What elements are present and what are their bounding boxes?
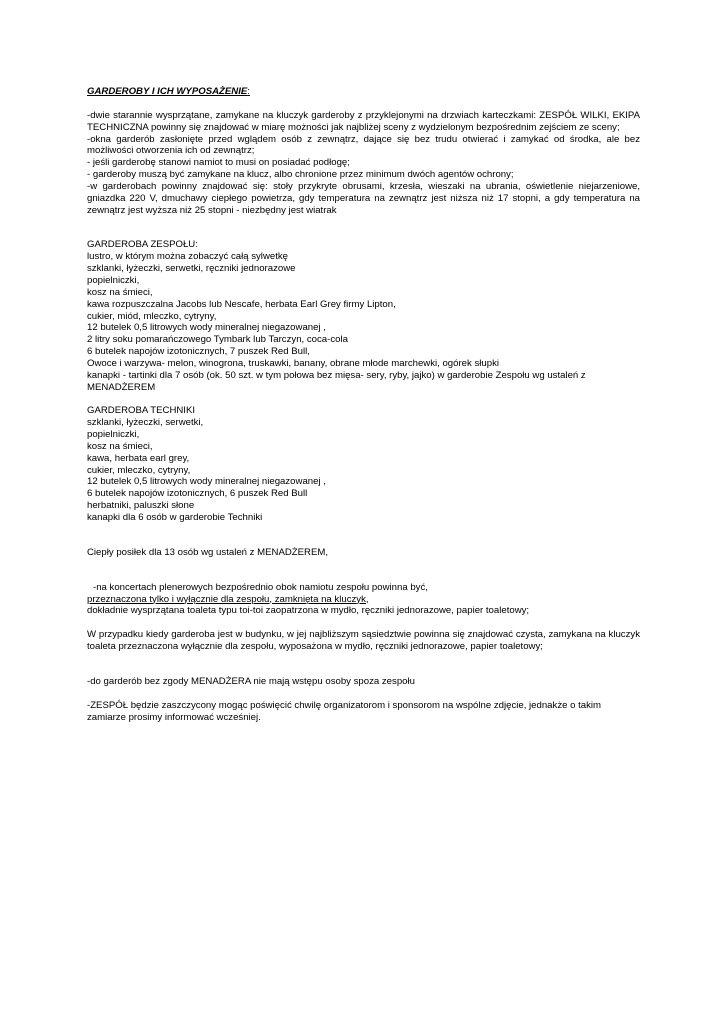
tech-item: kosz na śmieci, [87, 440, 153, 452]
tech-item: szklanki, łyżeczki, serwetki, [87, 417, 204, 429]
intro-paragraph-5: -w garderobach powinny znajdować się: stoły przykryte obrusami, krzesła, wieszaki na ubrania, oświetlenie niejarzeniowe, gniazdka 220 V, dmuchawy ciepłego powietrza, gdy temperatura na zewnątrz jest niższa niż 17 stopni, a gdy temperatura na zewnątrz jest wyższa niż 25 stopni - niezbędny jest wiatrak [87, 180, 640, 216]
toilet-outdoor-line-2: przeznaczona tylko i wyłącznie dla zespołu, zamknięta na kluczyk, [87, 593, 369, 605]
tech-dressing-room-heading: GARDEROBA TECHNIKI [87, 405, 196, 417]
photo-note: -ZESPÓŁ będzie zaszczycony mogąc poświęcić chwilę organizatorom i sponsorom na wspólne zdjęcie, jednakże o takim zamiarze prosimy informować wcześniej. [87, 699, 602, 723]
band-item: 6 butelek napojów izotonicznych, 7 puszek Red Bull, [87, 346, 310, 358]
band-item: Owoce i warzywa- melon, winogrona, truskawki, banany, obrane młode marchewki, ogórek słupki [87, 357, 500, 369]
tech-item: herbatniki, paluszki słone [87, 500, 195, 512]
band-item: kanapki - tartinki dla 7 osób (ok. 50 szt. w tym połowa bez mięsa- sery, ryby, jajko) w garderobie Zespołu wg ustaleń z MENADŻEREM [87, 369, 586, 393]
intro-paragraph-1: -dwie starannie wysprzątane, zamykane na kluczyk garderoby z przyklejonymi na drzwiach karteczkami: ZESPÓŁ WILKI, EKIPA TECHNICZNA powinny się znajdować w miarę możności jak najbliżej sceny z wydzielonym bezpośrednim zejściem ze sceny; [87, 109, 640, 133]
toilet-outdoor-line-1: -na koncertach plenerowych bezpośrednio obok namiotu zespołu powinna być, [93, 581, 428, 593]
band-item: lustro, w którym można zobaczyć całą sylwetkę [87, 251, 289, 263]
title-text: GARDEROBY I ICH WYPOSAŻENIE [87, 86, 248, 97]
title-colon: : [247, 86, 250, 97]
band-item: kosz na śmieci, [87, 286, 153, 298]
toilet-building-paragraph: W przypadku kiedy garderoba jest w budynku, w jej najbliższym sąsiedztwie powinna się znajdować czysta, zamykana na kluczyk toaleta przeznaczona wyłącznie dla zespołu, wyposażona w mydło, ręczniki jednorazowe, papier toaletowy; [87, 629, 640, 653]
band-item: popielniczki, [87, 274, 140, 286]
band-dressing-room-heading: GARDEROBA ZESPOŁU: [87, 239, 198, 251]
band-item: cukier, miód, mleczko, cytryny, [87, 310, 217, 322]
band-item: 12 butelek 0,5 litrowych wody mineralnej niegazowanej , [87, 322, 326, 334]
tech-item: cukier, mleczko, cytryny, [87, 464, 191, 476]
tech-item: kawa, herbata earl grey, [87, 452, 190, 464]
tech-item: popielniczki, [87, 429, 140, 441]
section-title [87, 86, 640, 98]
intro-paragraph-2: -okna garderób zasłonięte przed wglądem osób z zewnątrz, dające się bez trudu otwierać i zamykać od środka, ale bez możliwości otworzenia ich od zewnątrz; [87, 133, 640, 157]
document-page [87, 86, 640, 723]
band-item: szklanki, łyżeczki, serwetki, ręczniki jednorazowe [87, 263, 296, 275]
band-item: 2 litry soku pomarańczowego Tymbark lub Tarczyn, coca-cola [87, 334, 348, 346]
intro-paragraph-4: - garderoby muszą być zamykane na klucz, albo chronione przez minimum dwóch agentów ochrony; [87, 169, 514, 181]
intro-paragraph-3: - jeśli garderobę stanowi namiot to musi on posiadać podłogę; [87, 157, 350, 169]
access-note: -do garderób bez zgody MENADŻERA nie mają wstępu osoby spoza zespołu [87, 675, 415, 687]
hot-meal-note: Ciepły posiłek dla 13 osób wg ustaleń z MENADŻEREM, [87, 546, 329, 558]
tech-item: 6 butelek napojów izotonicznych, 6 puszek Red Bull [87, 488, 308, 500]
band-item: kawa rozpuszczalna Jacobs lub Nescafe, herbata Earl Grey firmy Lipton, [87, 298, 396, 310]
tech-item: 12 butelek 0,5 litrowych wody mineralnej niegazowanej , [87, 476, 326, 488]
tech-item: kanapki dla 6 osób w garderobie Techniki [87, 512, 263, 523]
toilet-outdoor-line-3: dokładnie wysprzątana toaleta typu toi-toi zaopatrzona w mydło, ręczniki jednorazowe, papier toaletowy; [87, 605, 530, 617]
